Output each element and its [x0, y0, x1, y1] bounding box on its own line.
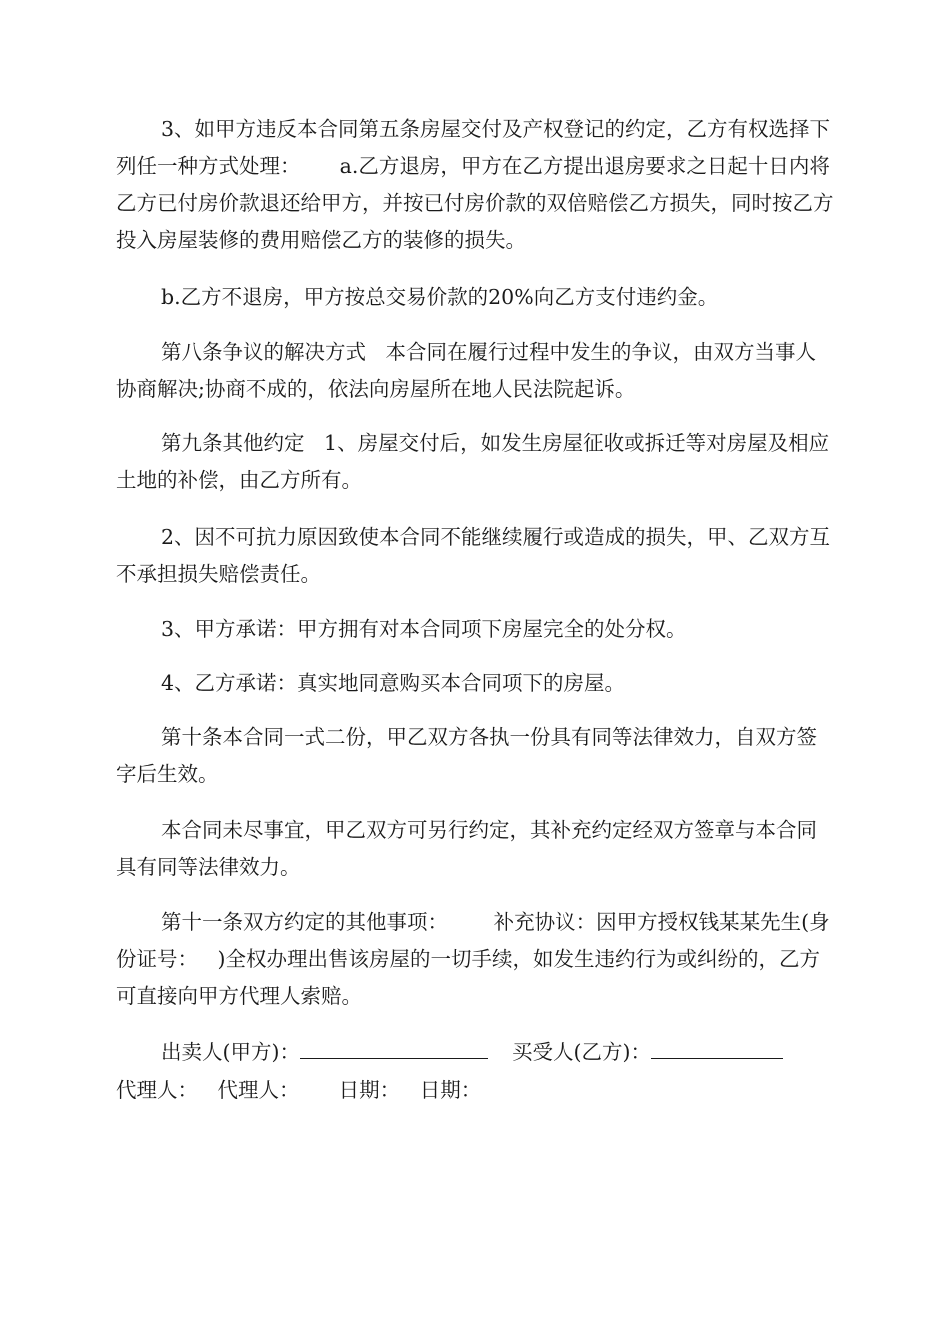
signature-line-parties — [161, 1034, 879, 1071]
article-9-item-3-paragraph: 3、甲方承诺：甲方拥有对本合同项下房屋完全的处分权。 — [161, 617, 687, 641]
article-8-paragraph: 第八条争议的解决方式 本合同在履行过程中发生的争议，由双方当事人协商解决;协商不成的，依法向房屋所在地人民法院起诉。 — [116, 340, 817, 401]
buyer-blank-line[interactable] — [651, 1036, 783, 1059]
buyer-label: 买受人(乙方)： — [512, 1040, 651, 1064]
article-9-paragraph: 第九条其他约定 1、房屋交付后，如发生房屋征收或拆迁等对房屋及相应土地的补偿，由乙方所有。 — [116, 431, 830, 492]
clause-7-3-paragraph: 3、如甲方违反本合同第五条房屋交付及产权登记的约定，乙方有权选择下列任一种方式处理： a.乙方退房，甲方在乙方提出退房要求之日起十日内将乙方已付房价款退还给甲方，并按已付房价款的双倍赔偿乙方损失，同时按乙方投入房屋装修的费用赔偿乙方的装修的损失。 — [116, 117, 834, 252]
seller-blank-line[interactable] — [300, 1036, 488, 1059]
article-11-paragraph: 第十一条双方约定的其他事项： 补充协议：因甲方授权钱某某先生(身份证号： )全权办理出售该房屋的一切手续，如发生违约行为或纠纷的，乙方可直接向甲方代理人索赔。 — [116, 910, 830, 1008]
article-9-item-2-paragraph: 2、因不可抗力原因致使本合同不能继续履行或造成的损失，甲、乙双方互不承担损失赔偿责任。 — [116, 525, 831, 586]
seller-label: 出卖人(甲方)： — [161, 1040, 300, 1064]
article-10-paragraph: 第十条本合同一式二份，甲乙双方各执一份具有同等法律效力，自双方签字后生效。 — [116, 725, 817, 786]
supplementary-note-paragraph: 本合同未尽事宜，甲乙双方可另行约定，其补充约定经双方签章与本合同具有同等法律效力。 — [116, 818, 817, 879]
signature-line-agents-dates: 代理人： 代理人： 日期： 日期： — [116, 1078, 482, 1102]
article-9-item-4-paragraph: 4、乙方承诺：真实地同意购买本合同项下的房屋。 — [161, 671, 626, 695]
clause-7-b-paragraph: b.乙方不退房，甲方按总交易价款的20%向乙方支付违约金。 — [161, 285, 719, 309]
